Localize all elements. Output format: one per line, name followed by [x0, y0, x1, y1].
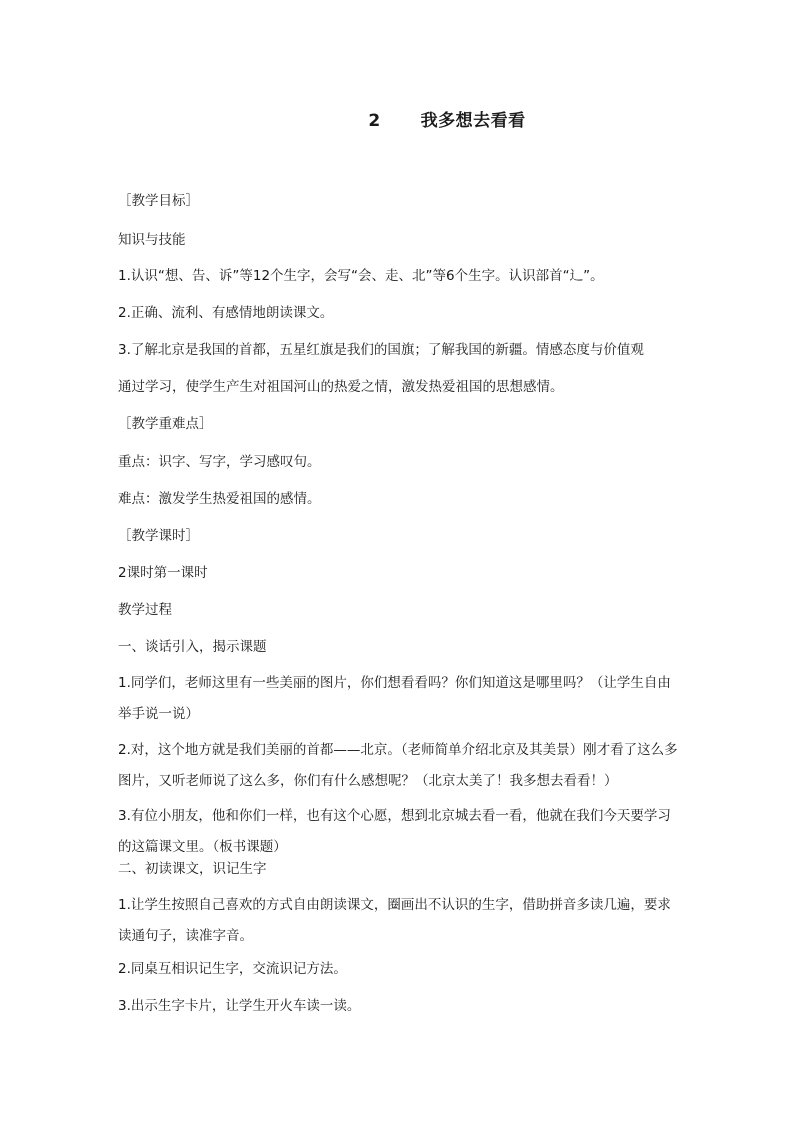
- section-heading-key-points: ［教学重难点］: [118, 416, 213, 432]
- step-1-item-1: 1.同学们，老师这里有一些美丽的图片，你们想看看吗？你们知道这是哪里吗？（让学生自由举手说一说）: [118, 675, 671, 722]
- page-title: [0, 106, 794, 131]
- section-heading-periods: ［教学课时］: [118, 528, 199, 544]
- key-point: 重点：识字、写字，学习感叹句。: [118, 454, 321, 470]
- objective-item-1: 1.认识“想、告、诉”等12个生字，会写“会、走、北”等6个生字。认识部首“⻌”。: [118, 268, 604, 284]
- title-text: 我多想去看看: [420, 111, 526, 131]
- section-heading-objectives: ［教学目标］: [118, 193, 199, 209]
- step-heading-2: 二、初读课文，识记生字: [118, 861, 267, 877]
- objective-item-3-cont: 通过学习，使学生产生对祖国河山的热爱之情，激发热爱祖国的思想感情。: [118, 379, 564, 395]
- objective-item-3: 3.了解北京是我国的首都，五星红旗是我们的国旗；了解我国的新疆。情感态度与价值观: [118, 342, 644, 358]
- step-2-item-2: 2.同桌互相识记生字，交流识记方法。: [118, 961, 347, 977]
- step-2-item-3: 3.出示生字卡片，让学生开火车读一读。: [118, 998, 361, 1014]
- period-info: 2课时第一课时: [118, 565, 208, 581]
- difficult-point: 难点：激发学生热爱祖国的感情。: [118, 491, 321, 507]
- step-1-item-2: 2.对，这个地方就是我们美丽的首都——北京。（老师简单介绍北京及其美景）刚才看了这么多图片，又听老师说了这么多，你们有什么感想呢？（北京太美了！我多想去看看！）: [118, 742, 678, 789]
- step-2-item-1: 1.让学生按照自己喜欢的方式自由朗读课文，圈画出不认识的生字，借助拼音多读几遍，要求读通句子，读准字音。: [118, 897, 671, 944]
- objective-item-2: 2.正确、流利、有感情地朗读课文。: [118, 305, 334, 321]
- step-heading-1: 一、谈话引入，揭示课题: [118, 639, 267, 655]
- subheading-process: 教学过程: [118, 602, 172, 618]
- step-1-item-3: 3.有位小朋友，他和你们一样，也有这个心愿，想到北京城去看一看，他就在我们今天要学习的这篇课文里。（板书课题）: [118, 808, 671, 855]
- subheading-knowledge-skills: 知识与技能: [118, 232, 186, 248]
- title-number: 2: [368, 111, 381, 131]
